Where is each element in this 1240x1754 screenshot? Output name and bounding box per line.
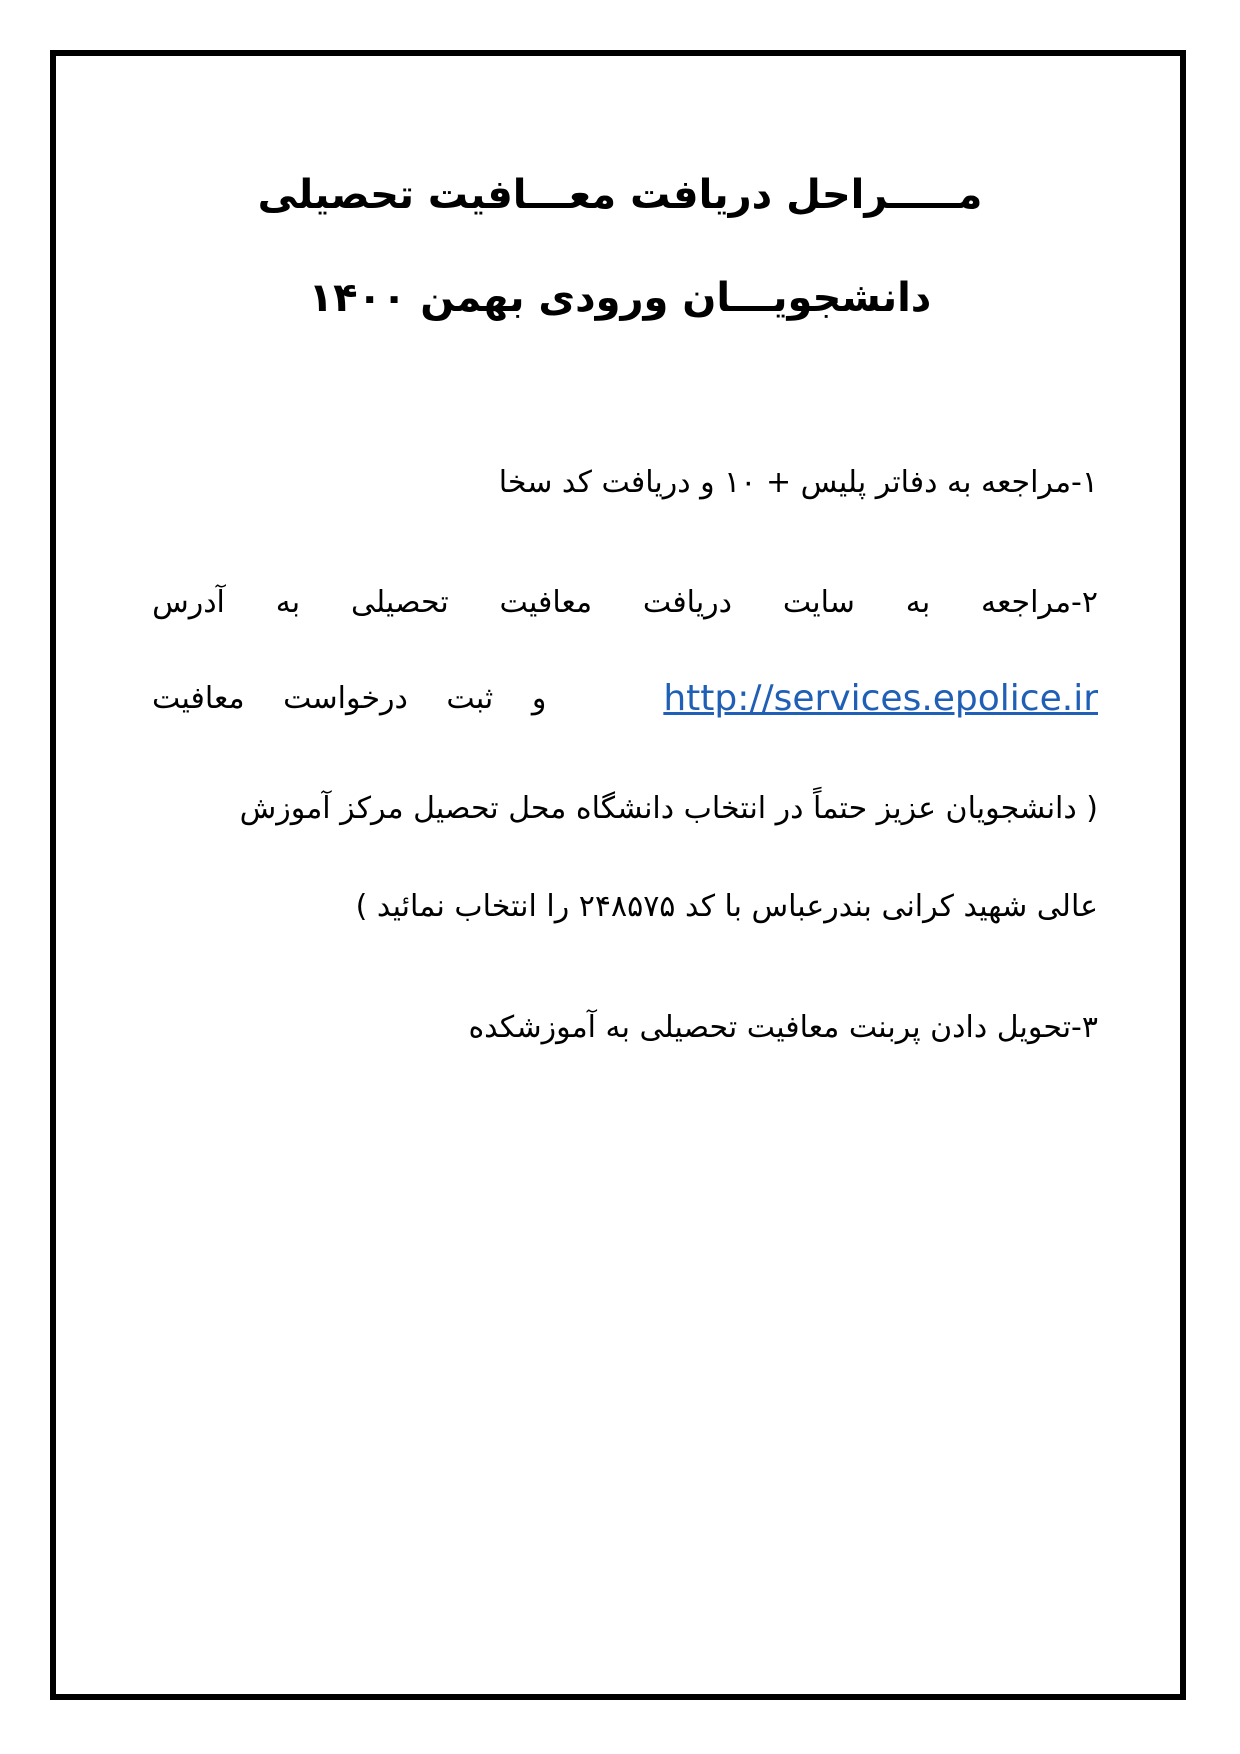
step-2-word: آدرس bbox=[152, 585, 225, 620]
step-2-word: سایت bbox=[782, 585, 855, 620]
step-2-word: ۲-مراجعه bbox=[980, 585, 1098, 620]
step-2-word: ثبت bbox=[446, 681, 494, 716]
step-2-word: به bbox=[905, 585, 931, 620]
step-2-word: درخواست bbox=[283, 681, 408, 716]
step-2-word: و bbox=[531, 681, 547, 716]
step-2-word: معافیت bbox=[499, 585, 593, 620]
spacer bbox=[585, 674, 625, 724]
step-2-note-line-2: عالی شهید کرانی بندرعباس با کد ۲۴۸۵۷۵ را انتخاب نمائید ) bbox=[355, 889, 1098, 924]
document-subtitle: دانشجویـــان ورودی بهمن ۱۴۰۰ bbox=[308, 275, 932, 321]
step-2-word: معافیت bbox=[152, 681, 245, 716]
step-3-text: ۳-تحویل دادن پربنت معافیت تحصیلی به آموزشکده bbox=[468, 1010, 1098, 1045]
document-title: مـــــراحل دریافت معـــافیت تحصیلی bbox=[257, 172, 983, 218]
step-2-word: تحصیلی bbox=[350, 585, 449, 620]
step-2-line-2 bbox=[152, 674, 1098, 724]
step-2-line-1 bbox=[152, 578, 1098, 628]
step-2-word: دریافت bbox=[642, 585, 733, 620]
step-2-word: به bbox=[275, 585, 301, 620]
step-1-text: ۱-مراجعه به دفاتر پلیس + ۱۰ و دریافت کد سخا bbox=[498, 465, 1098, 500]
step-2-note-line-1: ( دانشجویان عزیز حتماً در انتخاب دانشگاه محل تحصیل مرکز آموزش bbox=[239, 791, 1098, 826]
epolice-services-link[interactable]: http://services.epolice.ir bbox=[663, 678, 1098, 719]
